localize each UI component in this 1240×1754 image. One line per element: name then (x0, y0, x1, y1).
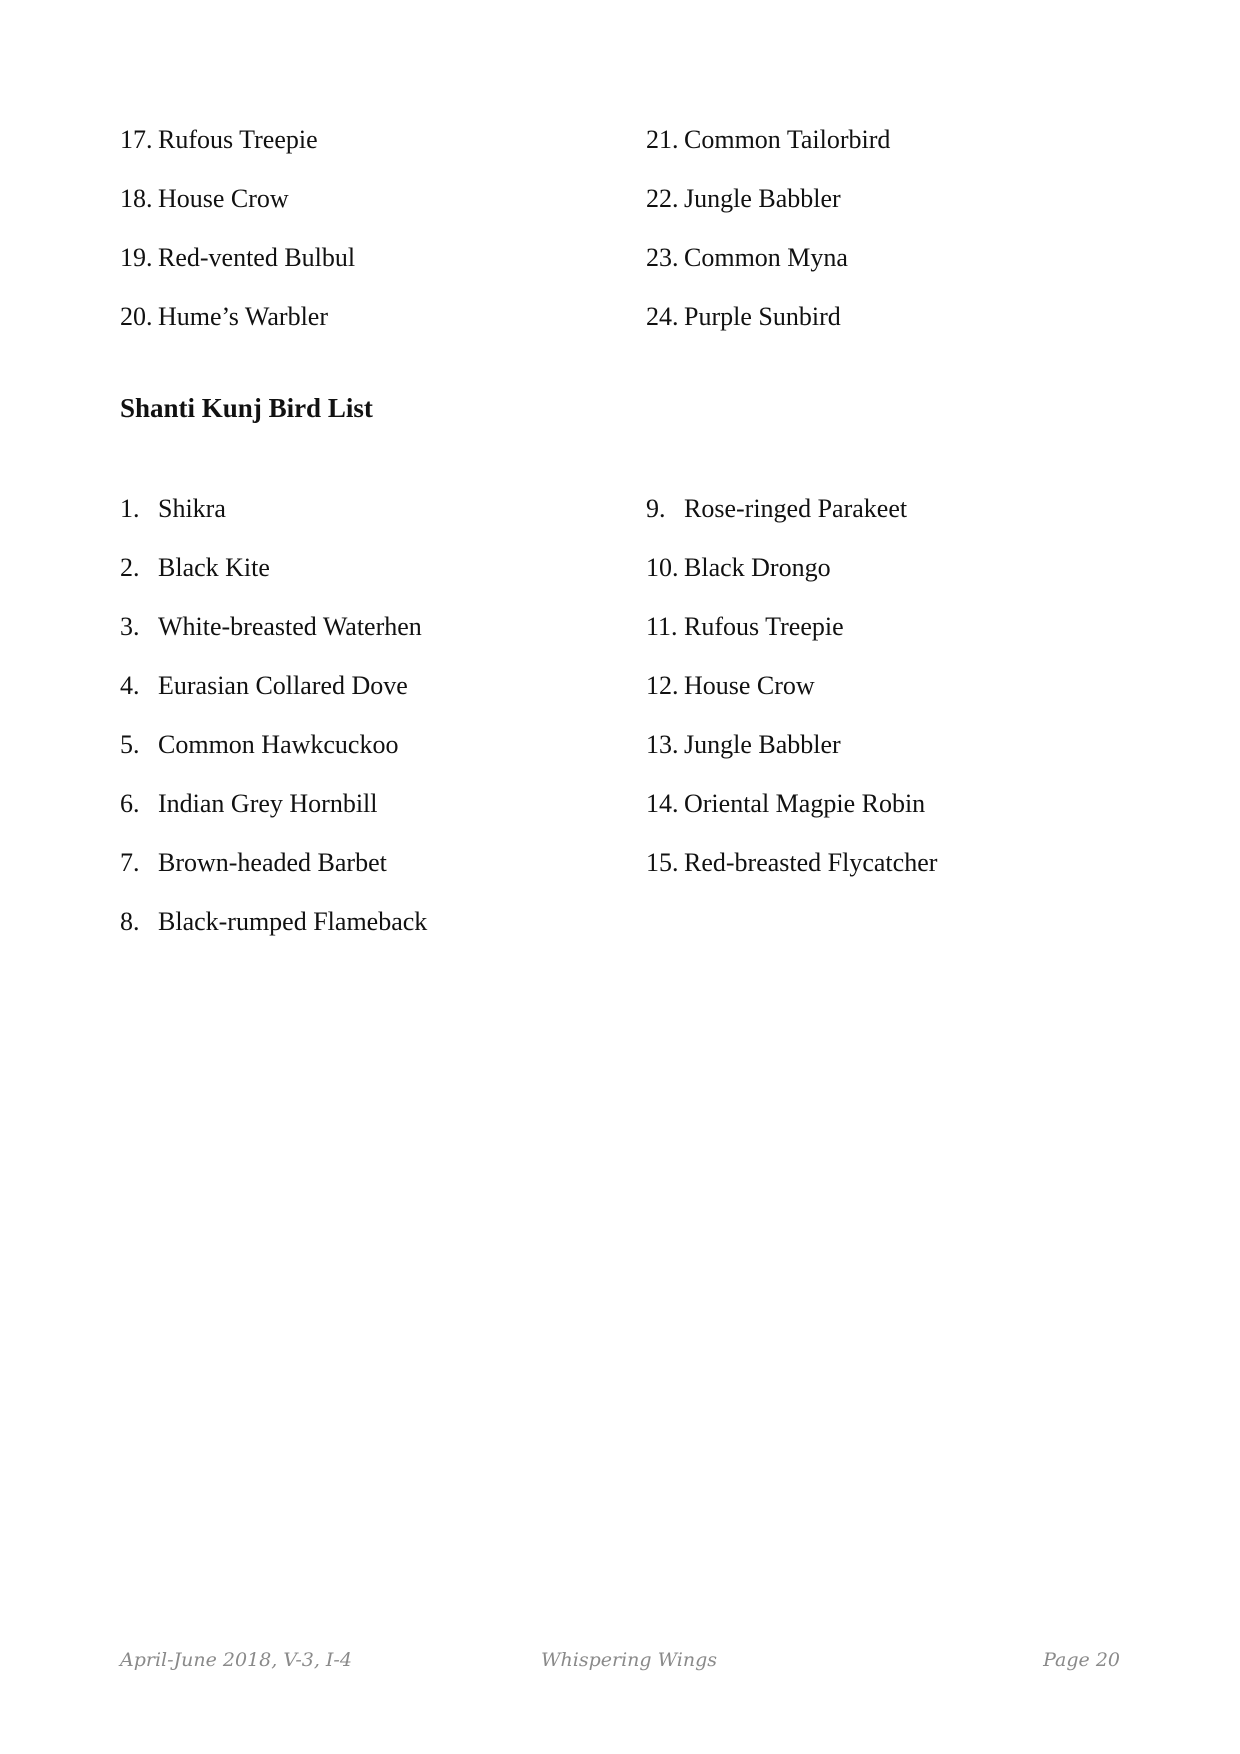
list-item (646, 494, 937, 553)
item-number: 15. (646, 848, 679, 877)
list-item (120, 494, 427, 553)
bird-name: Hume’s Warbler (158, 302, 328, 331)
item-number: 12. (646, 671, 679, 700)
bird-list-right-column (646, 494, 937, 907)
bird-name: Common Myna (684, 243, 848, 272)
item-number: 17. (120, 125, 153, 154)
list-item (646, 243, 890, 302)
bird-name: Black-rumped Flameback (158, 907, 428, 936)
list-item (646, 671, 937, 730)
list-item (120, 848, 427, 907)
bird-name: House Crow (158, 184, 289, 213)
list-item (646, 848, 937, 907)
list-item (120, 730, 427, 789)
list-item (120, 907, 427, 966)
list-item (646, 730, 937, 789)
bird-name: Black Drongo (684, 553, 831, 582)
item-number: 5. (120, 730, 140, 759)
footer-page-number: Page 20 (1043, 1649, 1120, 1671)
list-item (646, 612, 937, 671)
list-item (646, 553, 937, 612)
bird-name: Rufous Treepie (158, 125, 318, 154)
item-number: 8. (120, 907, 140, 936)
item-number: 20. (120, 302, 153, 331)
bird-name: House Crow (684, 671, 815, 700)
item-number: 1. (120, 494, 140, 523)
bird-name: Jungle Babbler (684, 184, 841, 213)
item-number: 23. (646, 243, 679, 272)
footer-publication-title: Whispering Wings (541, 1649, 718, 1671)
list-item (646, 184, 890, 243)
list-item (120, 243, 355, 302)
item-number: 6. (120, 789, 140, 818)
bird-name: Jungle Babbler (684, 730, 841, 759)
bird-name: Common Hawkcuckoo (158, 730, 399, 759)
item-number: 18. (120, 184, 153, 213)
list-item (120, 184, 355, 243)
item-number: 10. (646, 553, 679, 582)
bird-name: Black Kite (158, 553, 270, 582)
list-item (120, 553, 427, 612)
bird-name: Oriental Magpie Robin (684, 789, 926, 818)
item-number: 11. (646, 612, 678, 641)
continued-bird-list-right-column (646, 125, 890, 361)
list-item (646, 789, 937, 848)
item-number: 19. (120, 243, 153, 272)
list-item (120, 612, 427, 671)
item-number: 14. (646, 789, 679, 818)
list-item (120, 671, 427, 730)
list-item (646, 302, 890, 361)
item-number: 2. (120, 553, 140, 582)
bird-name: White-breasted Waterhen (158, 612, 422, 641)
continued-bird-list-left-column (120, 125, 355, 361)
bird-name: Rose-ringed Parakeet (684, 494, 908, 523)
list-item (120, 302, 355, 361)
item-number: 24. (646, 302, 679, 331)
item-number: 22. (646, 184, 679, 213)
bird-name: Brown-headed Barbet (158, 848, 387, 877)
list-item (120, 125, 355, 184)
bird-name: Red-vented Bulbul (158, 243, 356, 272)
item-number: 21. (646, 125, 679, 154)
item-number: 9. (646, 494, 666, 523)
list-item (120, 789, 427, 848)
bird-name: Red-breasted Flycatcher (684, 848, 938, 877)
footer-issue-info: April-June 2018, V-3, I-4 (120, 1649, 352, 1671)
bird-name: Shikra (158, 494, 226, 523)
bird-list-left-column (120, 494, 427, 966)
item-number: 3. (120, 612, 140, 641)
item-number: 4. (120, 671, 140, 700)
section-heading: Shanti Kunj Bird List (120, 393, 373, 423)
bird-name: Rufous Treepie (684, 612, 844, 641)
bird-name: Purple Sunbird (684, 302, 841, 331)
list-item (646, 125, 890, 184)
item-number: 7. (120, 848, 140, 877)
bird-name: Common Tailorbird (684, 125, 891, 154)
bird-name: Eurasian Collared Dove (158, 671, 408, 700)
bird-name: Indian Grey Hornbill (158, 789, 378, 818)
item-number: 13. (646, 730, 679, 759)
